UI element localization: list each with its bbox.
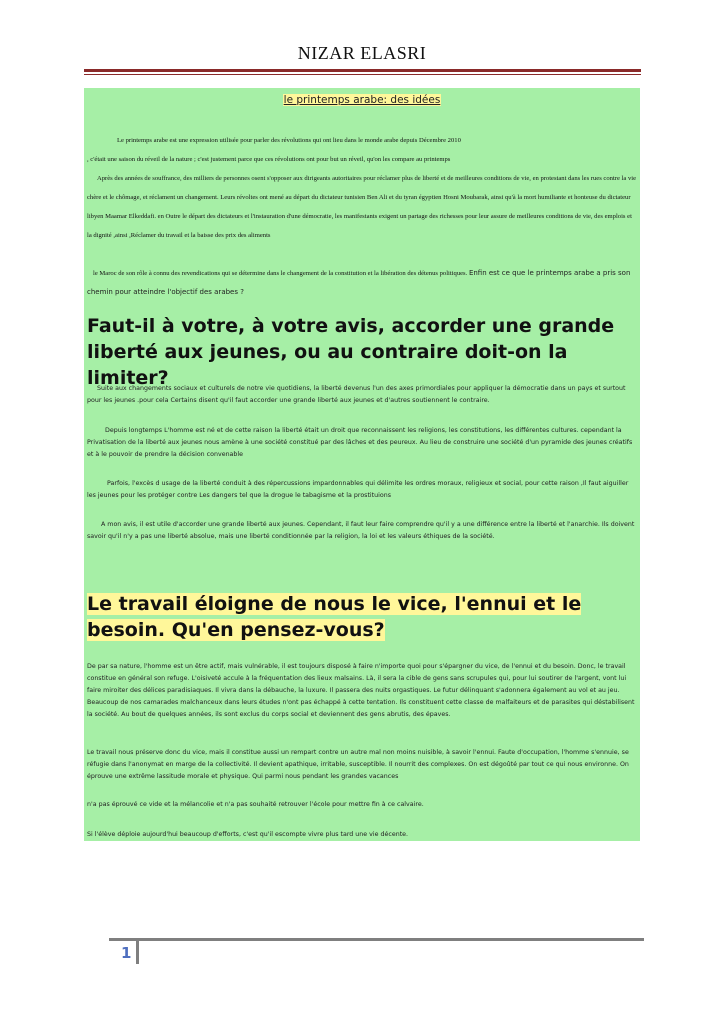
paragraph: Parfois, l'excès d usage de la liberté conduit à des répercussions impardonnables qui délimite les ordres moraux, religieux et social, pour cette raison ,Il faut aiguiller les jeunes pour les protéger contre Les dangers tel que la drogue le tabagisme et la prostituions	[87, 480, 629, 499]
paragraph: Si l'élève déploie aujourd'hui beaucoup d'efforts, c'est qu'il escompte vivre plus tard une vie décente.	[87, 831, 409, 838]
page-number: 1	[121, 944, 132, 962]
section-title-printemps-text: le printemps arabe: des idées	[283, 94, 441, 106]
footer-divider	[136, 941, 139, 964]
header-rule-thin	[84, 74, 641, 75]
paragraph-part: Enfin est ce que le printemps arabe a pris son chemin pour atteindre l'objectif des arabes ?	[87, 269, 631, 296]
section-heading-travail	[87, 591, 637, 643]
paragraph: , c'était une saison du réveil de la nature ; c'est justement parce que ces révolutions ont pour but un réveil, qu'on les compare au printemps	[87, 156, 451, 163]
paragraph: n'a pas éprouvé ce vide et la mélancolie et n'a pas souhaité retrouver l'école pour mettre fin à ce calvaire.	[87, 801, 424, 808]
paragraph: Le printemps arabe est une expression utilisée pour parler des révolutions qui ont lieu dans le monde arabe depuis Décembre 2010	[117, 137, 461, 144]
paragraph: Suite aux changements sociaux et culturels de notre vie quotidiens, la liberté devenus l'un des axes primordiales pour appliquer la démocratie dans un pays et surtout pour les jeunes .pour cela Certains disent qu'il faut accorder une grande liberté aux jeunes et d'autres soutiennent le contraire.	[87, 385, 626, 404]
document-header-author: NIZAR ELASRI	[297, 43, 427, 63]
section-title-printemps	[0, 94, 724, 106]
paragraph: De par sa nature, l'homme est un être actif, mais vulnérable, il est toujours disposé à faire n'importe quoi pour s'épargner du vice, de l'ennui et du besoin. Donc, le travail constitue en général son refuge. L'oisiveté accule à la fréquentation des lieux malsains. Là, il sera la cible de gens sans scrupules qui, pour lui soutirer de l'argent, vont lui faire miroiter des délices paradisiaques. Il vivra dans la débauche, la luxure. Il passera des nuits orgastiques. Le futur délinquant s'adonnera également au vol et au jeu. Beaucoup de nos camarades malchanceux dans leurs études n'ont pas échappé à cette tentation. Ils constituent cette classe de malfaiteurs et de parasites qui déstabilisent la société. Au bout de quelques années, ils sont exclus du corps social et deviennent des gens abrutis, des épaves.	[87, 663, 635, 718]
header-rule	[84, 69, 641, 72]
paragraph: Depuis longtemps L'homme est né et de cette raison la liberté était un droit que reconnaissent les religions, les constitutions, les différentes cultures. cependant la Privatisation de la liberté aux jeunes nous amène à une société constitué par des lâches et des peureux. Au lieu de construire une société d'un pyramide des jeunes créatifs et à le pouvoir de prendre la décision convenable	[87, 427, 633, 458]
paragraph	[87, 264, 637, 302]
paragraph: Après des années de souffrance, des milliers de personnes osent s'opposer aux dirigeants autoritaires pour réclamer plus de liberté et de meilleures conditions de vie, en protestant dans les rues contre la vie chère et le chômage, et réclament un changement. Leurs révoltes ont mené au départ du dictateur tunisien Ben Ali et du tyran égyptien Hosni Moubarak, ainsi qu'à la mort humiliante et honteuse du dictateur libyen Maamar Elkeddafi. en Outre le départ des dictateurs et l'instauration d'une démocratie, les manifestants exigent un partage des richesses pour leur assure de meilleures conditions de vie, des emplois et la dignité ,ainsi ,Réclamer du travail et la baisse des prix des aliments	[87, 175, 637, 239]
section-heading-travail-text: Le travail éloigne de nous le vice, l'ennui et le besoin. Qu'en pensez-vous?	[87, 593, 582, 641]
paragraph: Le travail nous préserve donc du vice, mais il constitue aussi un rempart contre un autre mal non moins nuisible, à savoir l'ennui. Faute d'occupation, l'homme s'ennuie, se réfugie dans l'anonymat en marge de la collectivité. Il devient apathique, irritable, susceptible. Il nourrit des complexes. On est dégoûté par tout ce qui nous environne. On éprouve une extrême lassitude morale et physique. Qui parmi nous pendant les grandes vacances	[87, 749, 629, 780]
section-heading-liberte: Faut-il à votre, à votre avis, accorder une grande liberté aux jeunes, ou au contraire doit-on la limiter?	[87, 315, 615, 389]
footer-rule	[109, 938, 644, 941]
paragraph-part: le Maroc de son rôle à connu des revendications qui se détermine dans le changement de la constitution et la libération des détenus politiques.	[93, 270, 468, 277]
paragraph: A mon avis, il est utile d'accorder une grande liberté aux jeunes. Cependant, il faut leur faire comprendre qu'il y a une différence entre la liberté et l'anarchie. Ils doivent savoir qu'il n'y a pas une liberté absolue, mais une liberté conditionnée par la religion, la loi et les valeurs éthiques de la société.	[87, 521, 635, 540]
